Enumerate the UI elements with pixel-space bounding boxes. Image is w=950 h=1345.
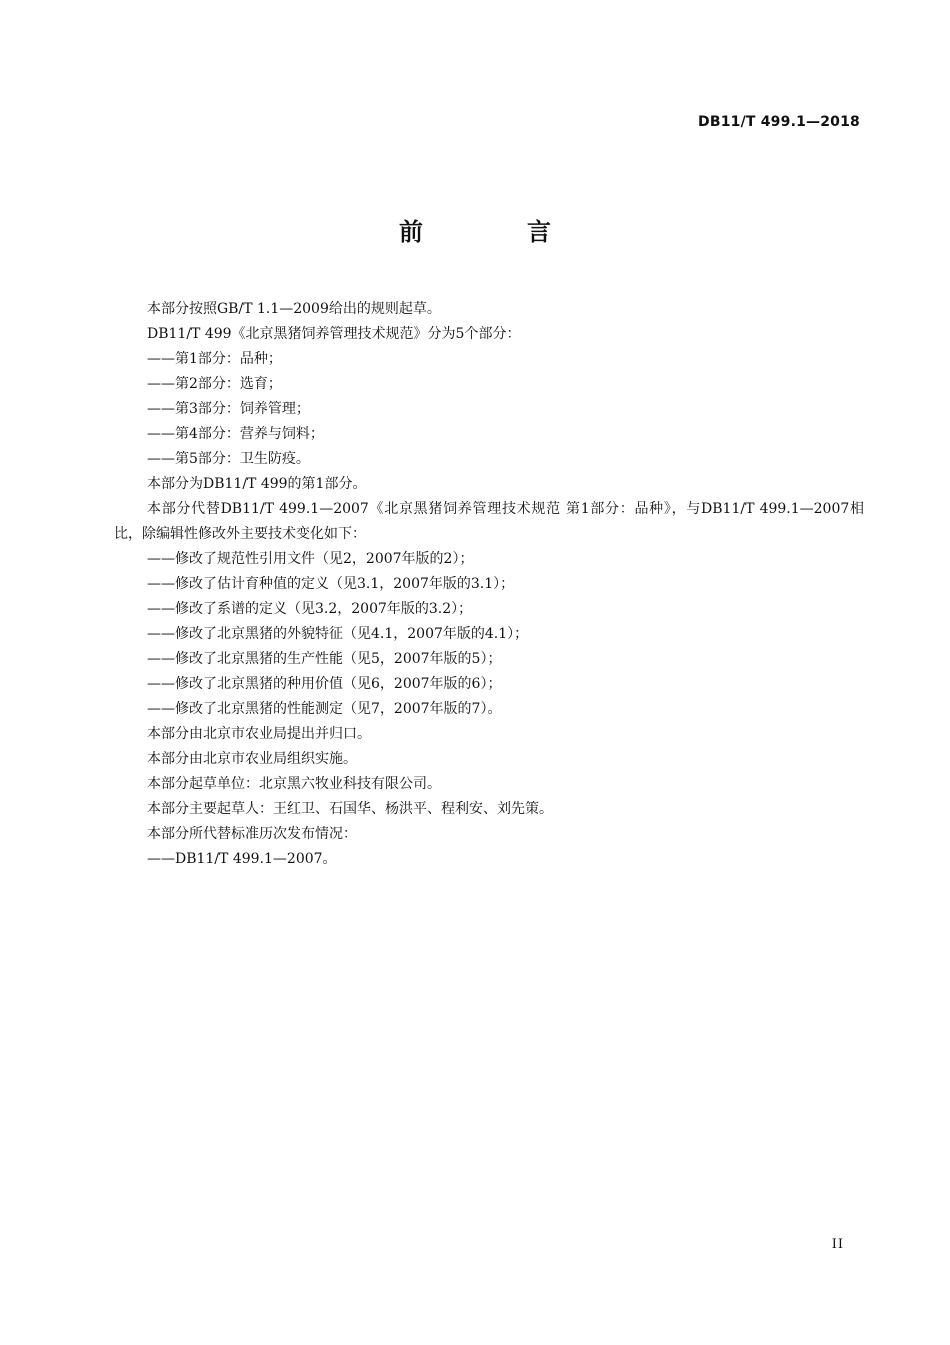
list-item: ——修改了北京黑猪的种用价值（见6，2007年版的6）； <box>147 676 502 692</box>
paragraph: 本部分主要起草人：王红卫、石国华、杨洪平、程利安、刘先策。 <box>147 801 553 817</box>
page-title: 前 言 <box>399 218 591 246</box>
list-item: ——修改了北京黑猪的性能测定（见7，2007年版的7）。 <box>147 701 502 717</box>
document-code: DB11/T 499.1—2018 <box>698 114 860 130</box>
paragraph: 本部分由北京市农业局提出并归口。 <box>147 726 371 742</box>
foreword-body <box>114 297 864 872</box>
page-number: II <box>831 1237 844 1252</box>
paragraph: 本部分按照GB/T 1.1—2009给出的规则起草。 <box>147 301 441 317</box>
paragraph: 本部分代替DB11/T 499.1—2007《北京黑猪饲养管理技术规范 第1部分：品种》，与DB11/T 499.1—2007相比，除编辑性修改外主要技术变化如下： <box>114 501 864 542</box>
paragraph: DB11/T 499《北京黑猪饲养管理技术规范》分为5个部分： <box>147 326 521 342</box>
list-item: ——第4部分：营养与饲料； <box>147 426 324 442</box>
list-item: ——DB11/T 499.1—2007。 <box>147 851 337 867</box>
list-item: ——第3部分：饲养管理； <box>147 401 310 417</box>
list-item: ——修改了系谱的定义（见3.2，2007年版的3.2）； <box>147 601 473 617</box>
list-item: ——第2部分：选育； <box>147 376 282 392</box>
list-item: ——修改了北京黑猪的外貌特征（见4.1，2007年版的4.1）； <box>147 626 529 642</box>
list-item: ——修改了估计育种值的定义（见3.1，2007年版的3.1）； <box>147 576 515 592</box>
paragraph: 本部分为DB11/T 499的第1部分。 <box>147 476 367 492</box>
list-item: ——第1部分：品种； <box>147 351 282 367</box>
list-item: ——修改了规范性引用文件（见2，2007年版的2）； <box>147 551 474 567</box>
paragraph: 本部分起草单位：北京黑六牧业科技有限公司。 <box>147 776 441 792</box>
list-item: ——第5部分：卫生防疫。 <box>147 451 310 467</box>
paragraph: 本部分所代替标准历次发布情况： <box>147 826 357 842</box>
paragraph: 本部分由北京市农业局组织实施。 <box>147 751 357 767</box>
list-item: ——修改了北京黑猪的生产性能（见5，2007年版的5）； <box>147 651 502 667</box>
